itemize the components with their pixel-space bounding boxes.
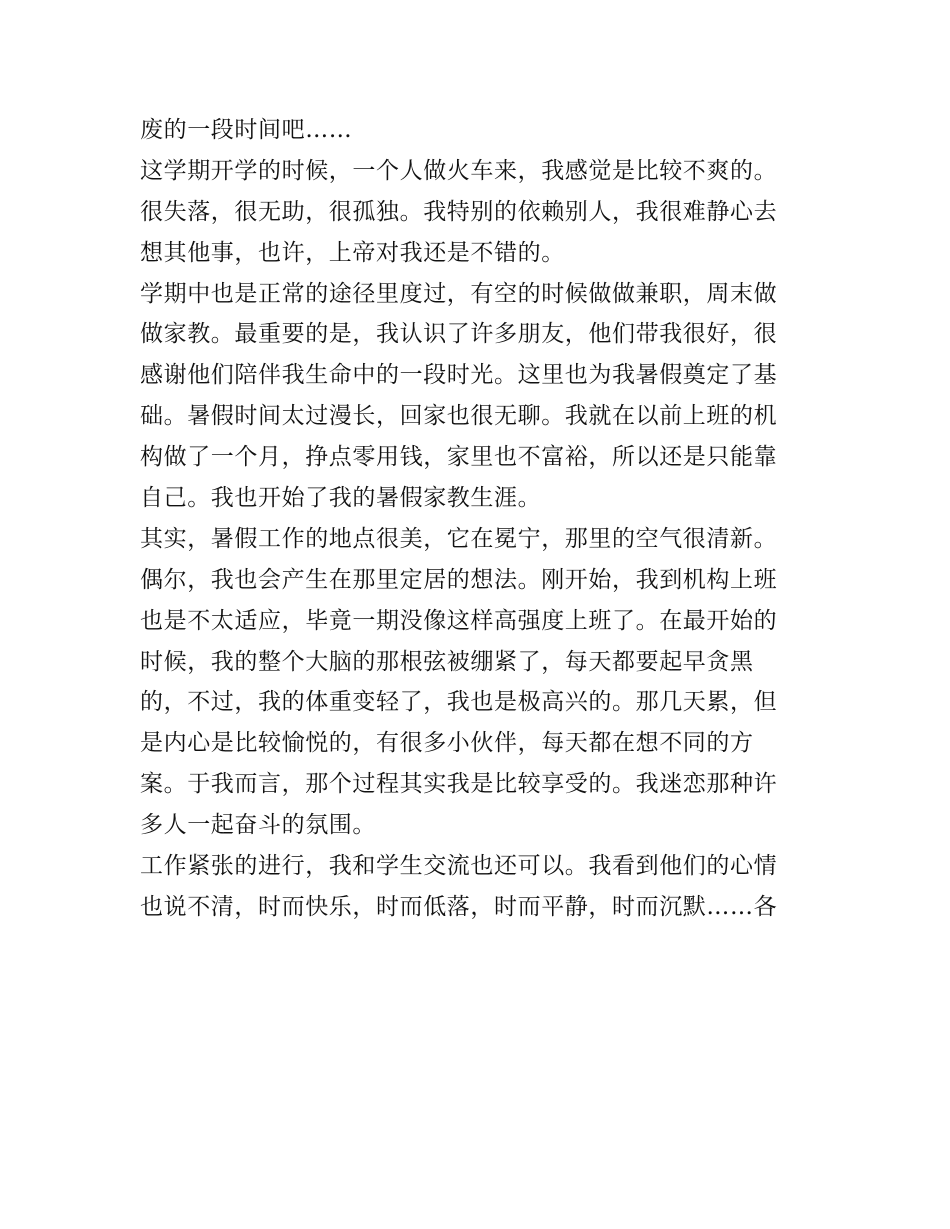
text-line: 自己。我也开始了我的暑假家教生涯。 [140,485,542,512]
text-line: 做家教。最重要的是，我认识了许多朋友，他们带我很好，很 [140,321,778,348]
text-line: 很失落，很无助，很孤独。我特别的依赖别人，我很难静心去 [140,198,778,225]
text-line: 时候，我的整个大脑的那根弦被绷紧了，每天都要起早贪黑 [140,648,754,675]
text-line: 偶尔，我也会产生在那里定居的想法。刚开始，我到机构上班 [140,566,778,593]
text-line: 的，不过，我的体重变轻了，我也是极高兴的。那几天累，但 [140,689,778,716]
text-line: 础。暑假时间太过漫长，回家也很无聊。我就在以前上班的机 [140,403,778,430]
text-line: 这学期开学的时候，一个人做火车来，我感觉是比较不爽的。 [140,157,778,184]
text-line: 其实，暑假工作的地点很美，它在冕宁，那里的空气很清新。 [140,525,778,552]
text-line: 构做了一个月，挣点零用钱，家里也不富裕，所以还是只能靠 [140,444,778,471]
text-line: 也是不太适应，毕竟一期没像这样高强度上班了。在最开始的 [140,607,778,634]
document-body [140,110,820,928]
text-line: 感谢他们陪伴我生命中的一段时光。这里也为我暑假奠定了基 [140,362,778,389]
text-line: 案。于我而言，那个过程其实我是比较享受的。我迷恋那种许 [140,771,778,798]
text-line: 工作紧张的进行，我和学生交流也还可以。我看到他们的心情 [140,853,778,880]
text-line: 多人一起奋斗的氛围。 [140,812,376,839]
text-line: 想其他事，也许，上帝对我还是不错的。 [140,239,565,266]
text-line: 是内心是比较愉悦的，有很多小伙伴，每天都在想不同的方 [140,730,754,757]
text-line: 学期中也是正常的途径里度过，有空的时候做做兼职，周末做 [140,280,778,307]
text-line: 废的一段时间吧…… [140,117,353,143]
text-line: 也说不清，时而快乐，时而低落，时而平静，时而沉默……各 [140,893,778,920]
